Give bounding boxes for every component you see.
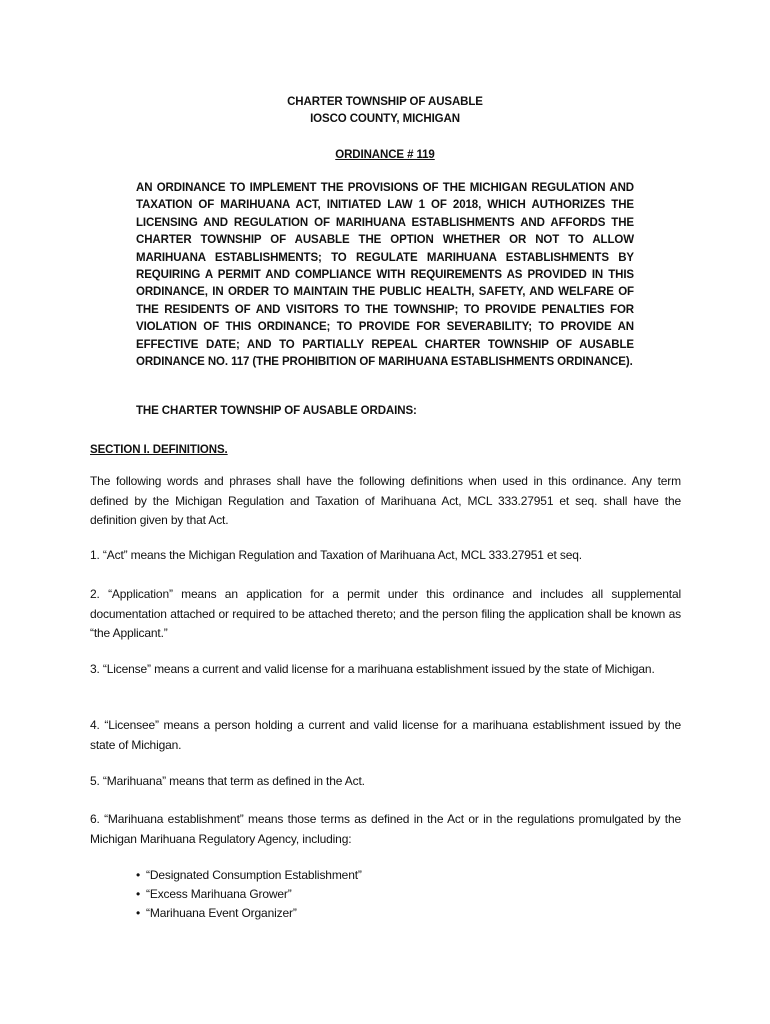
list-item: [136, 904, 362, 923]
definition-act: 1. “Act” means the Michigan Regulation and Taxation of Marihuana Act, MCL 333.27951 et seq.: [90, 548, 582, 562]
list-item-text: “Marihuana Event Organizer”: [146, 906, 297, 920]
definition-application: 2. “Application” means an application for a permit under this ordinance and includes all supplemental documentation attached or required to be attached thereto; and the person filing the application shall be known as “the Applicant.”: [90, 587, 681, 640]
ordinance-description: AN ORDINANCE TO IMPLEMENT THE PROVISIONS OF THE MICHIGAN REGULATION AND TAXATION OF MARIHUANA ACT, INITIATED LAW 1 OF 2018, WHICH AUTHORIZES THE LICENSING AND REGULATION OF MARIHUANA ESTABLISHMENTS AND AFFORDS THE CHARTER TOWNSHIP OF AUSABLE THE OPTION WHETHER OR NOT TO ALLOW MARIHUANA ESTABLISHMENTS; TO REGULATE MARIHUANA ESTABLISHMENTS BY REQUIRING A PERMIT AND COMPLIANCE WITH REQUIREMENTS AS PROVIDED IN THIS ORDINANCE, IN ORDER TO MAINTAIN THE PUBLIC HEALTH, SAFETY, AND WELFARE OF THE RESIDENTS OF AND VISITORS TO THE TOWNSHIP; TO PROVIDE PENALTIES FOR VIOLATION OF THIS ORDINANCE; TO PROVIDE FOR SEVERABILITY; TO PROVIDE AN EFFECTIVE DATE; AND TO PARTIALLY REPEAL CHARTER TOWNSHIP OF AUSABLE ORDINANCE NO. 117 (THE PROHIBITION OF MARIHUANA ESTABLISHMENTS ORDINANCE).: [136, 182, 634, 369]
bullet-icon: •: [136, 887, 141, 901]
definition-license: 3. “License” means a current and valid license for a marihuana establishment issued by the state of Michigan.: [90, 662, 655, 676]
ordinance-number-row: [0, 149, 770, 161]
definition-marihuana-establishment: 6. “Marihuana establishment” means those terms as defined in the Act or in the regulations promulgated by the Michigan Marihuana Regulatory Agency, including:: [90, 812, 681, 846]
list-item: [136, 885, 362, 904]
ordinance-number: ORDINANCE # 119: [335, 149, 435, 161]
definition-marihuana: 5. “Marihuana” means that term as defined in the Act.: [90, 774, 365, 788]
bullet-icon: •: [136, 868, 141, 882]
definition-licensee: 4. “Licensee” means a person holding a current and valid license for a marihuana establishment issued by the state of Michigan.: [90, 718, 681, 752]
bullet-icon: •: [136, 906, 141, 920]
list-item-text: “Designated Consumption Establishment”: [146, 868, 362, 882]
township-title: CHARTER TOWNSHIP OF AUSABLE: [287, 96, 483, 108]
ordains-statement: THE CHARTER TOWNSHIP OF AUSABLE ORDAINS:: [136, 405, 417, 417]
section-heading: SECTION I. DEFINITIONS.: [90, 444, 228, 456]
establishment-types-list: [136, 866, 362, 923]
list-item: [136, 866, 362, 885]
county-title: IOSCO COUNTY, MICHIGAN: [310, 113, 460, 125]
definitions-intro: The following words and phrases shall have the following definitions when used in this ordinance. Any term defined by the Michigan Regulation and Taxation of Marihuana Act, MCL 333.27951 et seq. shall have the definition given by that Act.: [90, 474, 681, 527]
list-item-text: “Excess Marihuana Grower”: [146, 887, 292, 901]
